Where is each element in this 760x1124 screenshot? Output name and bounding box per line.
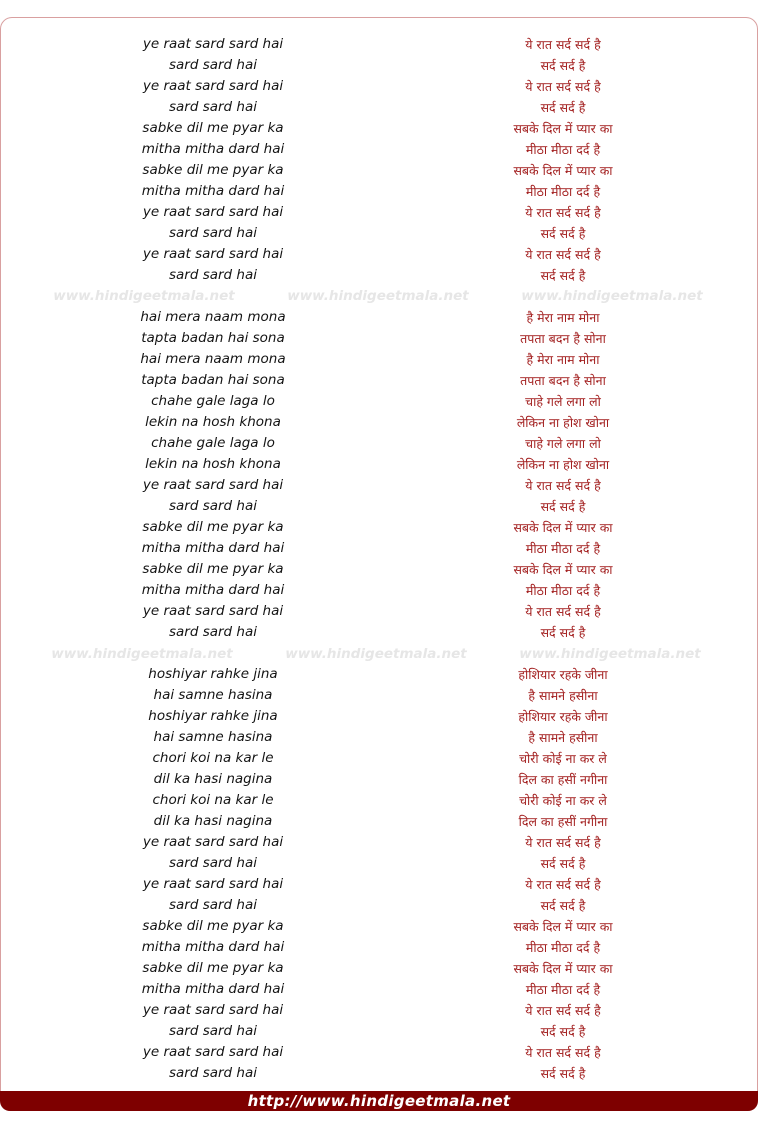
- hindi-lyric: सर्द सर्द है: [540, 268, 586, 283]
- watermark-text: www.hindigeetmala.net: [519, 646, 701, 662]
- english-lyric: sard sard hai: [168, 897, 257, 913]
- hindi-lyric: है सामने हसीना: [528, 730, 598, 745]
- hindi-lyric: चाहे गले लगा लो: [525, 394, 601, 409]
- hindi-lyric: होशियार रहके जीना: [518, 667, 608, 682]
- lyric-line: [1, 685, 758, 706]
- lyric-line: [1, 223, 758, 244]
- lyric-line: [1, 664, 758, 685]
- lyric-line: [1, 517, 758, 538]
- english-lyric: mitha mitha dard hai: [141, 183, 285, 199]
- hindi-lyric: सर्द सर्द है: [540, 625, 586, 640]
- lyric-line: [1, 496, 758, 517]
- english-lyric: sabke dil me pyar ka: [142, 519, 284, 535]
- hindi-lyric: सबके दिल में प्यार का: [513, 919, 613, 934]
- english-lyric: sabke dil me pyar ka: [142, 162, 284, 178]
- hindi-lyric: ये रात सर्द सर्द है: [525, 247, 601, 262]
- lyric-line: [1, 55, 758, 76]
- english-lyric: lekin na hosh khona: [145, 456, 281, 472]
- hindi-lyric: सर्द सर्द है: [540, 856, 586, 871]
- english-lyric: ye raat sard sard hai: [142, 834, 284, 850]
- english-lyric: mitha mitha dard hai: [141, 939, 285, 955]
- lyric-line: [1, 1021, 758, 1042]
- hindi-lyric: तपता बदन है सोना: [520, 373, 606, 388]
- english-lyric: mitha mitha dard hai: [141, 540, 285, 556]
- lyrics-panel: [0, 17, 758, 1109]
- hindi-lyric: लेकिन ना होश खोना: [516, 457, 610, 472]
- lyric-line: [1, 181, 758, 202]
- lyric-line: [1, 475, 758, 496]
- lyric-line: [1, 244, 758, 265]
- english-lyric: sabke dil me pyar ka: [142, 918, 284, 934]
- hindi-lyric: ये रात सर्द सर्द है: [525, 604, 601, 619]
- footer-bar: [0, 1091, 758, 1111]
- lyric-line: [1, 349, 758, 370]
- hindi-lyric: सर्द सर्द है: [540, 226, 586, 241]
- lyric-line: [1, 811, 758, 832]
- hindi-lyric: है सामने हसीना: [528, 688, 598, 703]
- english-lyric: mitha mitha dard hai: [141, 981, 285, 997]
- hindi-lyric: ये रात सर्द सर्द है: [525, 835, 601, 850]
- hindi-lyric: सर्द सर्द है: [540, 898, 586, 913]
- lyric-line: [1, 76, 758, 97]
- english-lyric: sard sard hai: [168, 225, 257, 241]
- english-lyric: sard sard hai: [168, 498, 257, 514]
- lyric-line: [1, 853, 758, 874]
- lyric-line: [1, 937, 758, 958]
- english-lyric: sard sard hai: [168, 267, 257, 283]
- english-lyric: chahe gale laga lo: [151, 435, 275, 451]
- hindi-lyric: सर्द सर्द है: [540, 100, 586, 115]
- hindi-lyric: ये रात सर्द सर्द है: [525, 205, 601, 220]
- lyric-line: [1, 979, 758, 1000]
- english-lyric: lekin na hosh khona: [145, 414, 281, 430]
- hindi-lyric: सर्द सर्द है: [540, 58, 586, 73]
- hindi-lyric: ये रात सर्द सर्द है: [525, 1003, 601, 1018]
- english-lyric: mitha mitha dard hai: [141, 141, 285, 157]
- lyric-line: [1, 118, 758, 139]
- lyric-line: [1, 622, 758, 643]
- hindi-lyric: तपता बदन है सोना: [520, 331, 606, 346]
- lyric-line: [1, 874, 758, 895]
- english-lyric: ye raat sard sard hai: [142, 78, 284, 94]
- lyric-line: [1, 832, 758, 853]
- english-lyric: ye raat sard sard hai: [142, 603, 284, 619]
- english-lyric: hoshiyar rahke jina: [148, 666, 278, 682]
- lyric-line: [1, 391, 758, 412]
- lyric-line: [1, 1042, 758, 1063]
- hindi-lyric: चाहे गले लगा लो: [525, 436, 601, 451]
- lyric-line: [1, 538, 758, 559]
- hindi-lyric: मीठा मीठा दर्द है: [525, 541, 601, 556]
- hindi-lyric: ये रात सर्द सर्द है: [525, 478, 601, 493]
- hindi-lyric: मीठा मीठा दर्द है: [525, 184, 601, 199]
- lyric-line: [1, 97, 758, 118]
- lyric-line: [1, 727, 758, 748]
- hindi-lyric: सर्द सर्द है: [540, 1066, 586, 1081]
- lyric-line: [1, 958, 758, 979]
- hindi-lyric: होशियार रहके जीना: [518, 709, 608, 724]
- lyric-line: [1, 601, 758, 622]
- hindi-lyric: सबके दिल में प्यार का: [513, 961, 613, 976]
- lyric-line: [1, 454, 758, 475]
- hindi-lyric: ये रात सर्द सर्द है: [525, 37, 601, 52]
- lyric-line: [1, 307, 758, 328]
- hindi-lyric: ये रात सर्द सर्द है: [525, 79, 601, 94]
- lyric-line: [1, 790, 758, 811]
- hindi-lyric: मीठा मीठा दर्द है: [525, 142, 601, 157]
- hindi-lyric: है मेरा नाम मोना: [526, 310, 600, 325]
- english-lyric: hai samne hasina: [153, 729, 273, 745]
- lyric-line: [1, 160, 758, 181]
- lyric-line: [1, 265, 758, 286]
- hindi-lyric: सर्द सर्द है: [540, 499, 586, 514]
- hindi-lyric: सबके दिल में प्यार का: [513, 121, 613, 136]
- hindi-lyric: है मेरा नाम मोना: [526, 352, 600, 367]
- english-lyric: sabke dil me pyar ka: [142, 561, 284, 577]
- english-lyric: sard sard hai: [168, 99, 257, 115]
- hindi-lyric: सबके दिल में प्यार का: [513, 520, 613, 535]
- english-lyric: hai mera naam mona: [140, 309, 286, 325]
- hindi-lyric: सबके दिल में प्यार का: [513, 562, 613, 577]
- lyric-line: [1, 370, 758, 391]
- lyric-line: [1, 139, 758, 160]
- english-lyric: sard sard hai: [168, 1065, 257, 1081]
- lyric-line: [1, 916, 758, 937]
- hindi-lyric: चोरी कोई ना कर ले: [519, 793, 607, 808]
- hindi-lyric: चोरी कोई ना कर ले: [519, 751, 607, 766]
- watermark-text: www.hindigeetmala.net: [287, 288, 469, 304]
- english-lyric: sard sard hai: [168, 57, 257, 73]
- hindi-lyric: मीठा मीठा दर्द है: [525, 940, 601, 955]
- watermark-text: www.hindigeetmala.net: [53, 288, 235, 304]
- hindi-lyric: सबके दिल में प्यार का: [513, 163, 613, 178]
- lyric-line: [1, 895, 758, 916]
- hindi-lyric: मीठा मीठा दर्द है: [525, 982, 601, 997]
- watermark-row: [1, 644, 758, 664]
- english-lyric: sabke dil me pyar ka: [142, 960, 284, 976]
- watermark-text: www.hindigeetmala.net: [521, 288, 703, 304]
- english-lyric: ye raat sard sard hai: [142, 1002, 284, 1018]
- english-lyric: chahe gale laga lo: [151, 393, 275, 409]
- watermark-text: www.hindigeetmala.net: [51, 646, 233, 662]
- hindi-lyric: दिल का हसीं नगीना: [518, 814, 608, 829]
- english-lyric: hai mera naam mona: [140, 351, 286, 367]
- hindi-lyric: ये रात सर्द सर्द है: [525, 877, 601, 892]
- site-link[interactable]: http://www.hindigeetmala.net: [247, 1092, 511, 1110]
- lyric-line: [1, 559, 758, 580]
- hindi-lyric: सर्द सर्द है: [540, 1024, 586, 1039]
- english-lyric: sabke dil me pyar ka: [142, 120, 284, 136]
- english-lyric: ye raat sard sard hai: [142, 246, 284, 262]
- lyric-line: [1, 748, 758, 769]
- english-lyric: ye raat sard sard hai: [142, 876, 284, 892]
- english-lyric: chori koi na kar le: [152, 750, 274, 766]
- hindi-lyric: ये रात सर्द सर्द है: [525, 1045, 601, 1060]
- watermark-text: www.hindigeetmala.net: [285, 646, 467, 662]
- english-lyric: ye raat sard sard hai: [142, 477, 284, 493]
- lyric-line: [1, 769, 758, 790]
- english-lyric: tapta badan hai sona: [141, 372, 285, 388]
- english-lyric: ye raat sard sard hai: [142, 1044, 284, 1060]
- lyric-line: [1, 202, 758, 223]
- lyric-line: [1, 34, 758, 55]
- english-lyric: chori koi na kar le: [152, 792, 274, 808]
- english-lyric: sard sard hai: [168, 1023, 257, 1039]
- lyric-line: [1, 706, 758, 727]
- hindi-lyric: मीठा मीठा दर्द है: [525, 583, 601, 598]
- watermark-row: [1, 286, 758, 306]
- lyric-line: [1, 580, 758, 601]
- lyric-line: [1, 412, 758, 433]
- english-lyric: ye raat sard sard hai: [142, 204, 284, 220]
- lyric-line: [1, 433, 758, 454]
- english-lyric: sard sard hai: [168, 624, 257, 640]
- english-lyric: tapta badan hai sona: [141, 330, 285, 346]
- english-lyric: dil ka hasi nagina: [153, 813, 273, 829]
- english-lyric: hai samne hasina: [153, 687, 273, 703]
- lyric-line: [1, 1063, 758, 1084]
- hindi-lyric: दिल का हसीं नगीना: [518, 772, 608, 787]
- english-lyric: hoshiyar rahke jina: [148, 708, 278, 724]
- english-lyric: sard sard hai: [168, 855, 257, 871]
- english-lyric: mitha mitha dard hai: [141, 582, 285, 598]
- lyric-line: [1, 1000, 758, 1021]
- hindi-lyric: लेकिन ना होश खोना: [516, 415, 610, 430]
- english-lyric: dil ka hasi nagina: [153, 771, 273, 787]
- english-lyric: ye raat sard sard hai: [142, 36, 284, 52]
- lyric-line: [1, 328, 758, 349]
